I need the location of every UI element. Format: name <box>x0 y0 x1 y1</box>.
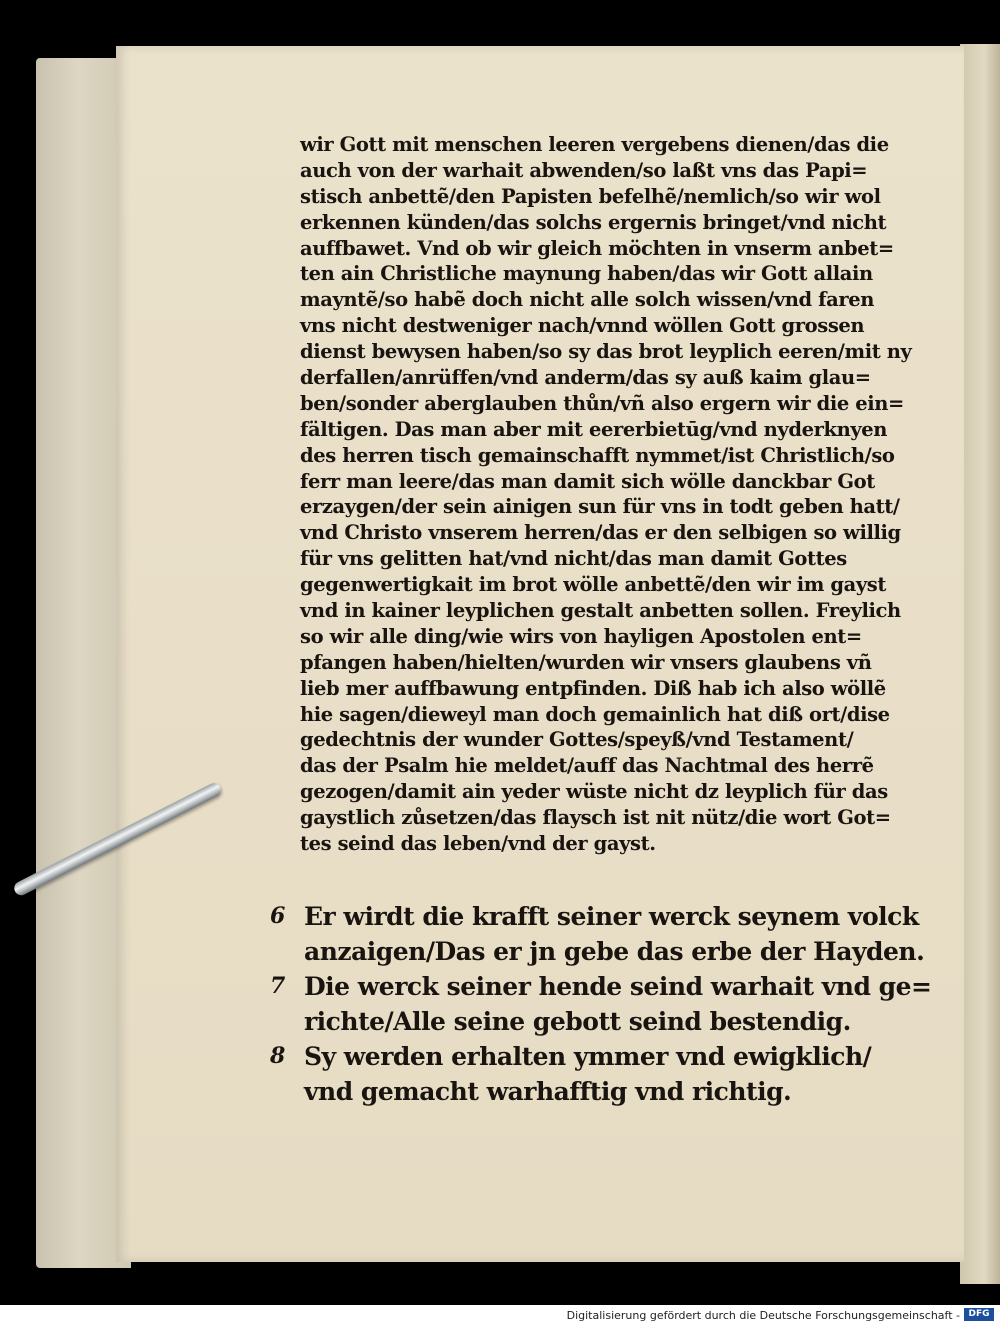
verse-line <box>270 1074 930 1109</box>
body-line: erkennen künden/das solchs ergernis bringet/vnd nicht <box>300 210 887 234</box>
body-line: des herren tisch gemainschafft nymmet/ist Christlich/so <box>300 443 895 467</box>
body-line: vnd Christo vnserem herren/das er den selbigen so willig <box>300 521 901 545</box>
verse-number: 6 <box>270 903 285 929</box>
verse-line <box>270 1004 930 1039</box>
body-line: tes seind das leben/vnd der gayst. <box>300 832 656 856</box>
body-line: wir Gott mit menschen leeren vergebens dienen/das die <box>300 133 889 156</box>
body-line: für vns gelitten hat/vnd nicht/das man damit Gottes <box>300 547 847 571</box>
body-line: stisch anbettẽ/den Papisten befelhẽ/nemlich/so wir wol <box>300 184 881 208</box>
body-line: derfallen/anrüffen/vnd anderm/das sy auß kaim glau= <box>300 366 871 390</box>
body-line: erzaygen/der sein ainigen sun für vns in todt geben hatt/ <box>300 495 900 519</box>
body-line: ben/sonder aberglauben thůn/vñ also ergern wir die ein= <box>300 391 904 415</box>
verse-number: 7 <box>270 973 285 999</box>
verse-line <box>270 934 930 969</box>
verse-text: Die werck seiner hende seind warhait vnd ge= <box>304 972 932 1001</box>
verse-number: 8 <box>270 1043 285 1069</box>
body-line: dienst bewysen haben/so sy das brot leyplich eeren/mit ny <box>300 340 912 364</box>
book-right-edge <box>960 44 1000 1284</box>
body-text <box>300 132 920 857</box>
footer-credit: Digitalisierung gefördert durch die Deutsche Forschungsgemeinschaft - <box>566 1309 960 1322</box>
verse-text: Sy werden erhalten ymmer vnd ewigklich/ <box>304 1042 872 1071</box>
psalm-verses <box>270 899 930 1109</box>
verse-line <box>270 969 930 1004</box>
verse-line <box>270 1039 930 1074</box>
body-line: pfangen haben/hielten/wurden wir vnsers glaubens vñ <box>300 650 872 674</box>
body-line: das der Psalm hie meldet/auff das Nachtmal des herrẽ <box>300 754 874 778</box>
body-line: mayntẽ/so habẽ doch nicht alle solch wissen/vnd faren <box>300 288 874 312</box>
body-line: vnd in kainer leyplichen gestalt anbetten sollen. Freylich <box>300 599 901 623</box>
dfg-logo: DFG <box>964 1308 994 1321</box>
body-line: hie sagen/dieweyl man doch gemainlich hat diß ort/dise <box>300 702 890 726</box>
body-line: gegenwertigkait im brot wölle anbettẽ/den wir im gayst <box>300 573 886 597</box>
body-line: ten ain Christliche maynung haben/das wir Gott allain <box>300 262 873 286</box>
body-line: so wir alle ding/wie wirs von hayligen Apostolen ent= <box>300 624 862 648</box>
verse-text: anzaigen/Das er jn gebe das erbe der Hayden. <box>304 937 925 966</box>
verse-text: vnd gemacht warhafftig vnd richtig. <box>304 1077 792 1106</box>
verse-text: Er wirdt die krafft seiner werck seynem volck <box>304 902 919 931</box>
body-line: gedechtnis der wunder Gottes/speyß/vnd Testament/ <box>300 728 854 752</box>
body-line: gaystlich zůsetzen/das flaysch ist nit nütz/die wort Got= <box>300 806 891 830</box>
body-line: gezogen/damit ain yeder wüste nicht dz leyplich für das <box>300 780 888 804</box>
body-line: vns nicht destweniger nach/vnnd wöllen Gott grossen <box>300 314 865 338</box>
body-line: auffbawet. Vnd ob wir gleich möchten in vnserm anbet= <box>300 236 894 260</box>
body-line: fältigen. Das man aber mit eererbietūg/vnd nyderknyen <box>300 417 888 441</box>
body-line: lieb mer auffbawung entpfinden. Diß hab ich also wöllẽ <box>300 676 886 700</box>
verse-line <box>270 899 930 934</box>
verse-text: richte/Alle seine gebott seind bestendig. <box>304 1007 851 1036</box>
body-line: ferr man leere/das man damit sich wölle danckbar Got <box>300 469 875 493</box>
body-line: auch von der warhait abwenden/so laßt vns das Papi= <box>300 158 868 182</box>
